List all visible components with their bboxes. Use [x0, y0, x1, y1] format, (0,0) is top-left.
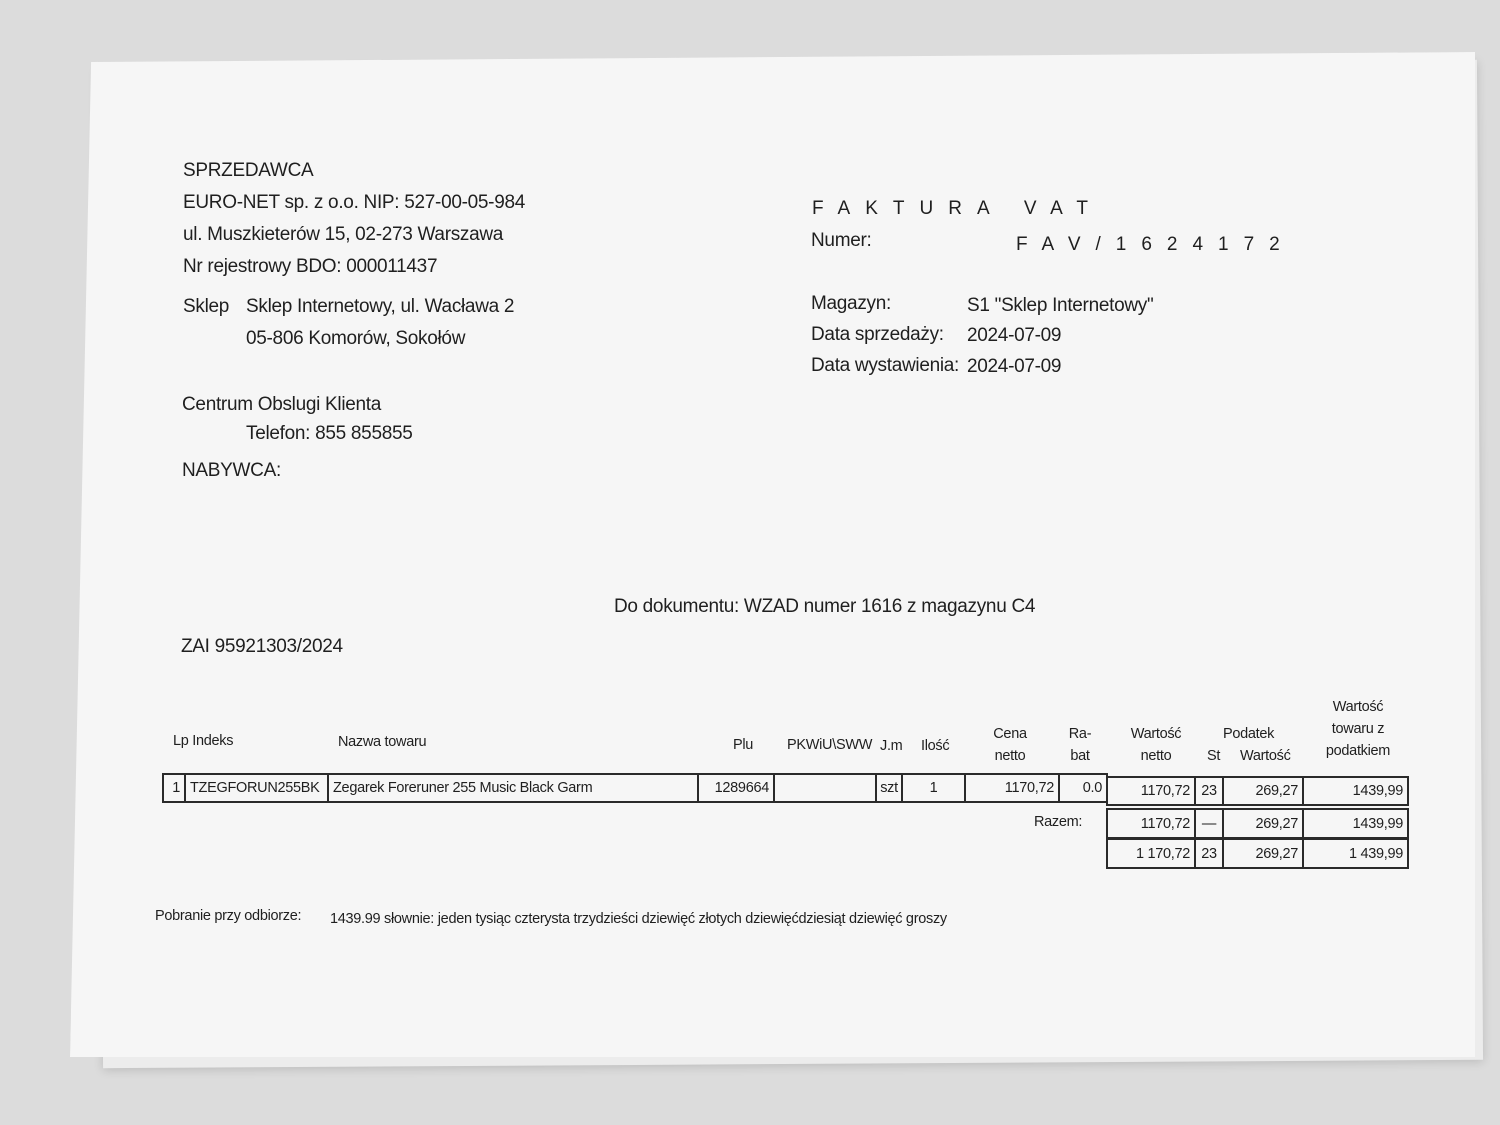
header-plu: Plu [733, 737, 754, 753]
header-discount-1: Ra- [1068, 726, 1092, 742]
row-lp: 1 [162, 773, 186, 803]
header-net-1: Wartość [1130, 726, 1182, 742]
header-price-1: Cena [993, 726, 1027, 742]
total2-gross: 1 439,99 [1302, 838, 1409, 869]
shop-label: Sklep [183, 296, 230, 317]
header-name: Nazwa towaru [338, 734, 427, 750]
row-gross: 1439,99 [1302, 776, 1409, 806]
total2-rate: 23 [1194, 838, 1224, 869]
header-price-2: netto [994, 748, 1026, 764]
row-pkwiu [773, 773, 877, 803]
header-gross-1: Wartość [1332, 699, 1384, 715]
header-discount-2: bat [1070, 748, 1090, 764]
seller-heading: SPRZEDAWCA [183, 160, 314, 181]
row-net: 1170,72 [1106, 776, 1196, 806]
total-gross: 1439,99 [1302, 808, 1409, 839]
buyer-label: NABYWCA: [182, 460, 281, 481]
shop-line-1: Sklep Internetowy, ul. Wacława 2 [246, 296, 515, 317]
header-gross-3: podatkiem [1325, 743, 1391, 759]
row-rate: 23 [1194, 776, 1224, 806]
sale-date-label: Data sprzedaży: [811, 324, 944, 345]
cod-label: Pobranie przy odbiorze: [155, 908, 302, 924]
total-rate: — [1194, 808, 1224, 839]
header-tax: Podatek [1223, 726, 1275, 742]
seller-line-1: EURO-NET sp. z o.o. NIP: 527-00-05-984 [183, 192, 526, 213]
cod-text: 1439.99 słownie: jeden tysiąc czterysta trzydzieści dziewięć złotych dziewięćdziesiąt dziewięć groszy [330, 911, 947, 927]
row-plu: 1289664 [697, 773, 775, 803]
row-unit: szt [875, 773, 903, 803]
shop-line-2: 05-806 Komorów, Sokołów [246, 328, 466, 349]
row-qty: 1 [901, 773, 966, 803]
sale-date-value: 2024-07-09 [967, 325, 1062, 346]
issue-date-label: Data wystawienia: [811, 355, 960, 376]
total-net: 1170,72 [1106, 808, 1196, 839]
issue-date-value: 2024-07-09 [967, 356, 1062, 377]
zai-number: ZAI 95921303/2024 [181, 636, 343, 657]
header-unit: J.m [880, 738, 903, 754]
header-pkwiu: PKWiU\SWW [787, 737, 873, 753]
row-index: TZEGFORUN255BK [184, 773, 329, 803]
header-tax-value: Wartość [1240, 748, 1291, 764]
warehouse-label: Magazyn: [811, 293, 891, 314]
total2-net: 1 170,72 [1106, 838, 1196, 869]
total-tax: 269,27 [1222, 808, 1304, 839]
row-name: Zegarek Foreruner 255 Music Black Garm [327, 773, 699, 803]
header-gross-2: towaru z [1331, 721, 1385, 737]
header-lp-index: Lp Indeks [173, 733, 234, 749]
header-tax-rate: St [1207, 748, 1221, 764]
total2-tax: 269,27 [1222, 838, 1304, 869]
warehouse-value: S1 "Sklep Internetowy" [967, 295, 1154, 316]
seller-line-2: ul. Muszkieterów 15, 02-273 Warszawa [183, 224, 504, 245]
header-qty: Ilość [921, 738, 950, 754]
row-price: 1170,72 [964, 773, 1060, 803]
total-label: Razem: [1034, 814, 1083, 830]
invoice-title: FAKTURA VAT [812, 198, 1103, 219]
service-label: Centrum Obslugi Klienta [182, 394, 382, 415]
service-phone: Telefon: 855 855855 [246, 423, 413, 444]
seller-line-3: Nr rejestrowy BDO: 000011437 [183, 256, 438, 277]
invoice-number: FAV/1624172 [1016, 234, 1295, 255]
row-discount: 0.0 [1058, 773, 1108, 803]
document-reference: Do dokumentu: WZAD numer 1616 z magazynu C4 [614, 596, 1036, 617]
row-tax: 269,27 [1222, 776, 1304, 806]
invoice-number-label: Numer: [811, 230, 872, 251]
header-net-2: netto [1140, 748, 1172, 764]
